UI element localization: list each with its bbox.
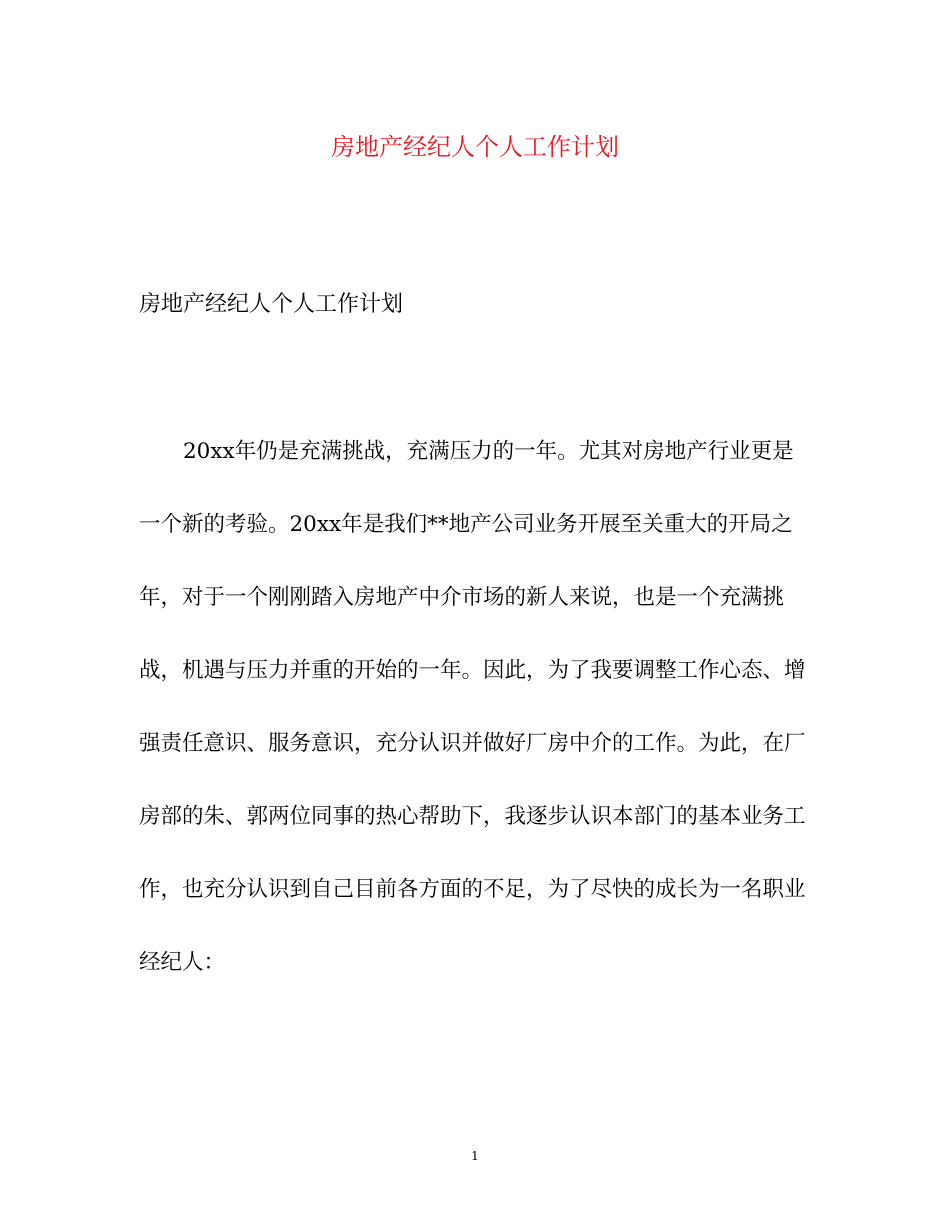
paragraph-line: 一个新的考验。20xx年是我们**地产公司业务开展至关重大的开局之 bbox=[139, 512, 793, 537]
paragraph-line: 年，对于一个刚刚踏入房地产中介市场的新人来说，也是一个充满挑 bbox=[139, 585, 785, 610]
paragraph-line: 经纪人： bbox=[139, 950, 226, 975]
body-paragraph bbox=[139, 432, 819, 1016]
paragraph-line: 作，也充分认识到自己目前各方面的不足，为了尽快的成长为一名职业 bbox=[139, 877, 806, 902]
paragraph-line: 战，机遇与压力并重的开始的一年。因此，为了我要调整工作心态、增 bbox=[139, 658, 806, 683]
document-title: 房地产经纪人个人工作计划 bbox=[331, 133, 619, 161]
paragraph-line: 20xx年仍是充满挑战，充满压力的一年。尤其对房地产行业更是 bbox=[183, 439, 794, 464]
paragraph-line: 房部的朱、郭两位同事的热心帮助下，我逐步认识本部门的基本业务工 bbox=[139, 804, 806, 829]
page-number: 1 bbox=[471, 1149, 479, 1163]
paragraph-line: 强责任意识、服务意识，充分认识并做好厂房中介的工作。为此，在厂 bbox=[139, 731, 806, 756]
document-subtitle: 房地产经纪人个人工作计划 bbox=[139, 292, 404, 317]
